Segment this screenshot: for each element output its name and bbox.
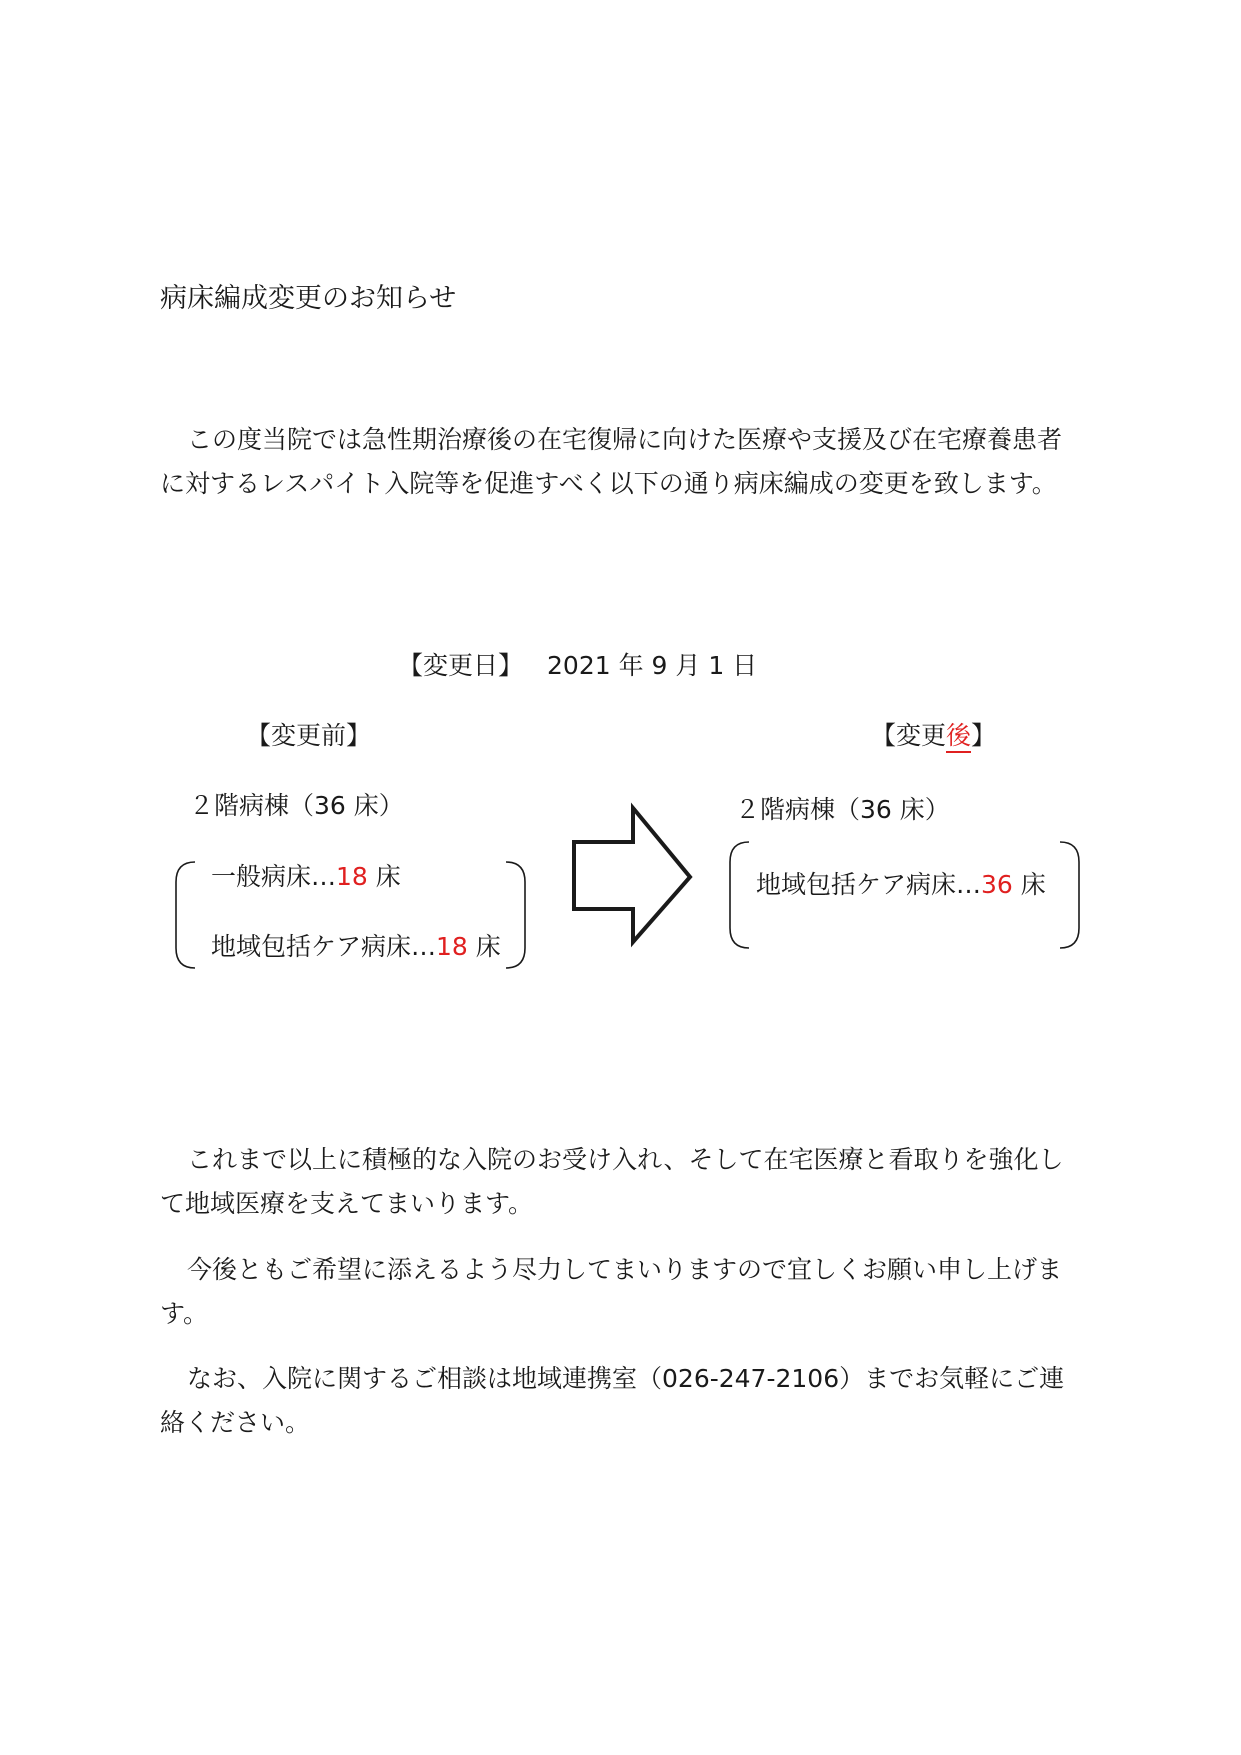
closing-text-2: 今後ともご希望に添えるよう尽力してまいりますので宜しくお願い申し上げます。	[160, 1255, 1063, 1328]
after-right-bracket	[1060, 842, 1079, 948]
after-left-bracket	[730, 842, 749, 948]
right-arrow-outline-icon	[574, 808, 690, 942]
before-item-general-count: 18	[336, 862, 368, 891]
after-item-community-name: 地域包括ケア病床…	[756, 870, 982, 899]
after-heading-marked: 後	[946, 721, 971, 753]
change-date-value: 2021 年 9 月 1 日	[547, 651, 758, 680]
before-ward: ２階病棟（36 床）	[189, 791, 404, 820]
closing-text-1: これまで以上に積極的な入院のお受け入れ、そして在宅医療と看取りを強化して地域医療を支えてまいります。	[160, 1145, 1064, 1218]
before-item-community-name: 地域包括ケア病床…	[211, 932, 437, 961]
closing-paragraph-3	[160, 1357, 1080, 1445]
closing-text-3: なお、入院に関するご相談は地域連携室（026-247-2106）までお気軽にご連絡ください。	[160, 1364, 1065, 1437]
after-heading-suffix: 】	[971, 721, 997, 750]
after-heading-prefix: 【変更	[871, 721, 947, 750]
before-right-bracket	[506, 862, 525, 968]
before-item-general-unit: 床	[367, 862, 401, 891]
after-ward: ２階病棟（36 床）	[735, 795, 950, 824]
closing-paragraph-1	[160, 1138, 1080, 1226]
after-item-community-count: 36	[981, 870, 1013, 899]
after-item-community-unit: 床	[1012, 870, 1046, 899]
before-item-community-count: 18	[436, 932, 468, 961]
before-item-general-name: 一般病床…	[211, 862, 337, 891]
change-date-label: 【変更日】	[398, 651, 524, 680]
intro-text: この度当院では急性期治療後の在宅復帰に向けた医療や支援及び在宅療養患者に対するレスパイト入院等を促進すべく以下の通り病床編成の変更を致します。	[160, 425, 1063, 498]
before-heading: 【変更前】	[246, 721, 372, 750]
before-item-community-unit: 床	[467, 932, 501, 961]
before-left-bracket	[176, 862, 195, 968]
closing-paragraph-2	[160, 1248, 1080, 1336]
page-title: 病床編成変更のお知らせ	[160, 283, 457, 314]
